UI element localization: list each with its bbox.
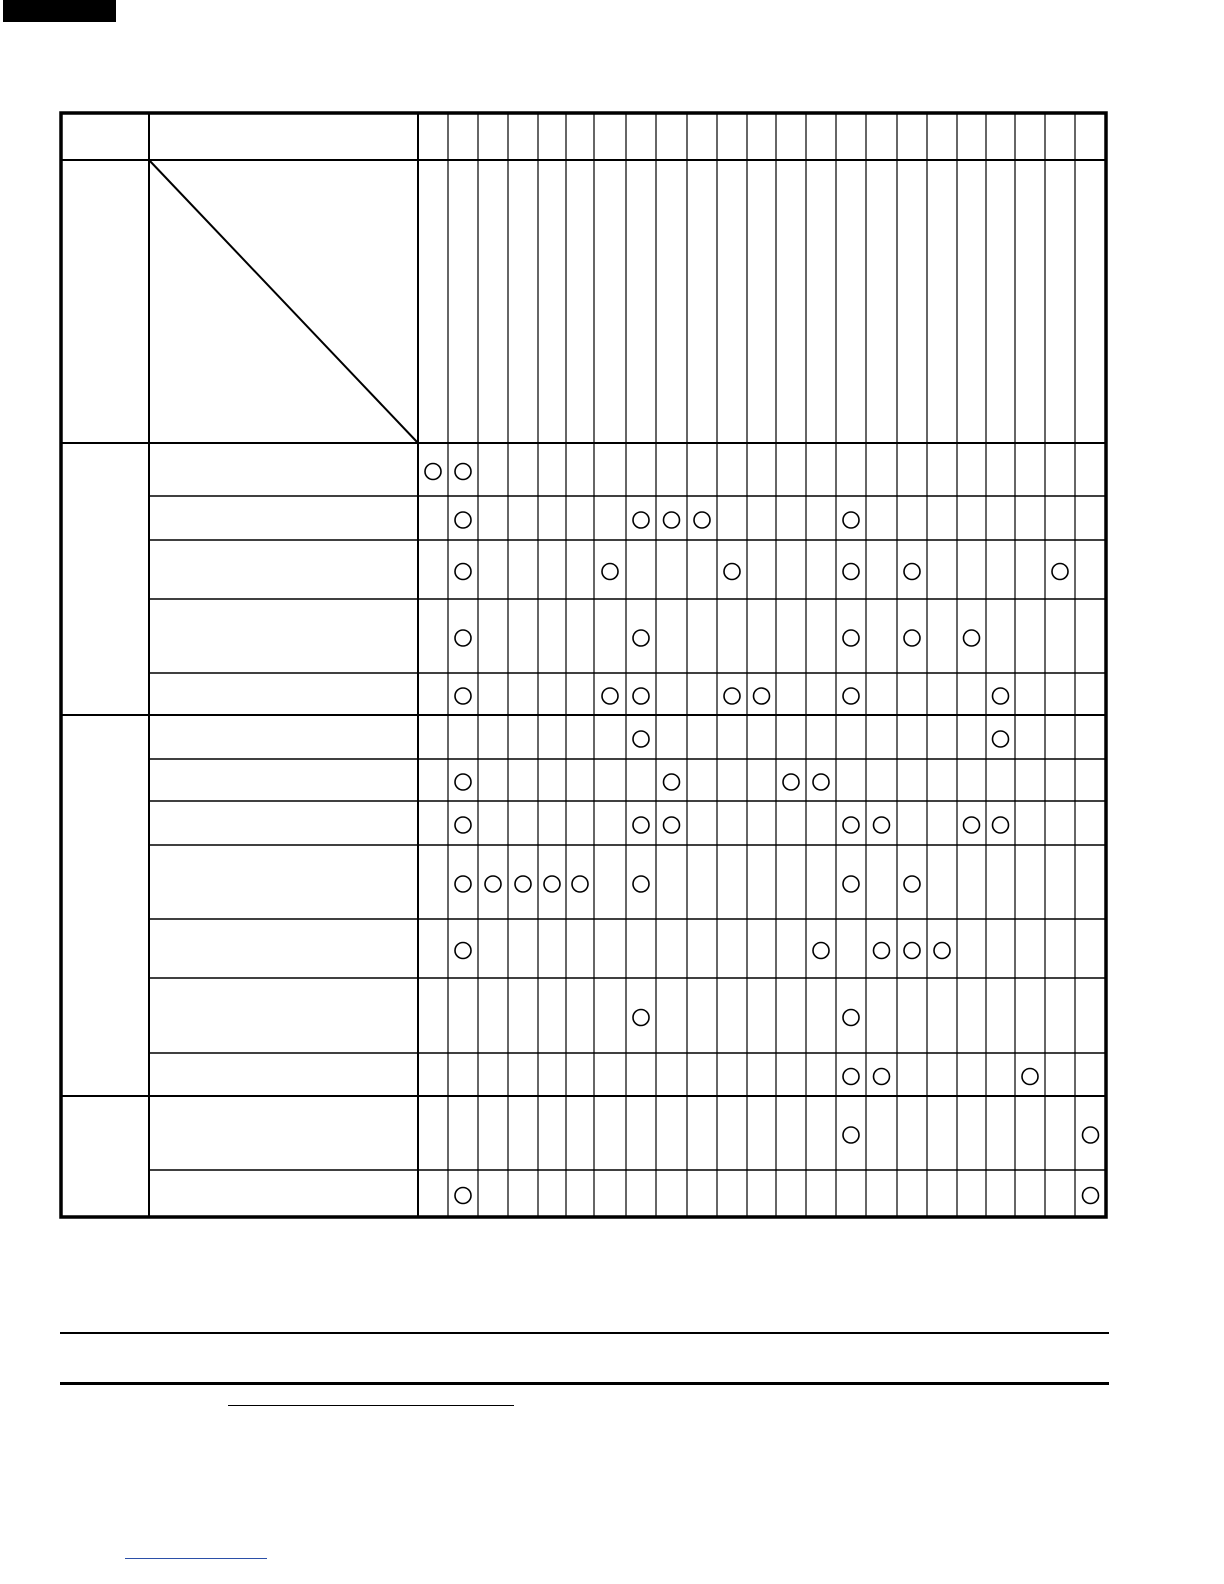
matrix-mark-circle (602, 564, 618, 580)
horizontal-rule-top (60, 1332, 1109, 1334)
matrix-mark-circle (544, 876, 560, 892)
matrix-mark-circle (572, 876, 588, 892)
matrix-mark-circle (455, 564, 471, 580)
matrix-mark-circle (515, 876, 531, 892)
matrix-mark-circle (843, 1010, 859, 1026)
matrix-mark-circle (664, 512, 680, 528)
matrix-mark-circle (843, 1069, 859, 1085)
matrix-mark-circle (874, 1069, 890, 1085)
matrix-mark-circle (874, 817, 890, 833)
matrix-mark-circle (633, 630, 649, 646)
matrix-mark-circle (724, 564, 740, 580)
matrix-mark-circle (664, 774, 680, 790)
matrix-mark-circle (455, 464, 471, 480)
matrix-mark-circle (455, 817, 471, 833)
matrix-mark-circle (904, 564, 920, 580)
underline-link (125, 1558, 267, 1559)
matrix-mark-circle (843, 817, 859, 833)
matrix-mark-circle (843, 876, 859, 892)
matrix-mark-circle (904, 876, 920, 892)
matrix-mark-circle (694, 512, 710, 528)
matrix-mark-circle (633, 731, 649, 747)
matrix-mark-circle (783, 774, 799, 790)
matrix-mark-circle (455, 943, 471, 959)
horizontal-rule-bottom (60, 1382, 1109, 1385)
matrix-mark-circle (934, 943, 950, 959)
matrix-mark-circle (1083, 1188, 1099, 1204)
matrix-mark-circle (485, 876, 501, 892)
matrix-mark-circle (993, 688, 1009, 704)
matrix-grid (61, 113, 1106, 1217)
matrix-mark-circle (602, 688, 618, 704)
header-diagonal-line (149, 160, 418, 443)
matrix-mark-circle (964, 630, 980, 646)
matrix-mark-circle (843, 1127, 859, 1143)
matrix-mark-circle (904, 943, 920, 959)
matrix-mark-circle (1022, 1069, 1038, 1085)
matrix-mark-circle (633, 1010, 649, 1026)
matrix-mark-circle (754, 688, 770, 704)
matrix-mark-circle (843, 512, 859, 528)
matrix-mark-circle (1083, 1127, 1099, 1143)
matrix-mark-circle (633, 688, 649, 704)
matrix-mark-circle (455, 876, 471, 892)
table-outer-border (61, 113, 1106, 1217)
matrix-mark-circle (633, 512, 649, 528)
matrix-mark-circle (664, 817, 680, 833)
matrix-mark-circle (633, 876, 649, 892)
matrix-mark-circle (813, 943, 829, 959)
matrix-mark-circle (455, 774, 471, 790)
matrix-mark-circle (425, 464, 441, 480)
matrix-mark-circle (993, 817, 1009, 833)
matrix-mark-circle (874, 943, 890, 959)
matrix-mark-circle (455, 1188, 471, 1204)
matrix-mark-circle (964, 817, 980, 833)
matrix-marks (425, 464, 1099, 1204)
matrix-mark-circle (633, 817, 649, 833)
matrix-mark-circle (843, 630, 859, 646)
matrix-mark-circle (724, 688, 740, 704)
underline-blank-field (228, 1405, 514, 1406)
matrix-mark-circle (455, 630, 471, 646)
matrix-mark-circle (813, 774, 829, 790)
matrix-mark-circle (843, 688, 859, 704)
matrix-mark-circle (904, 630, 920, 646)
matrix-mark-circle (455, 512, 471, 528)
matrix-mark-circle (455, 688, 471, 704)
matrix-mark-circle (1052, 564, 1068, 580)
matrix-mark-circle (993, 731, 1009, 747)
matrix-mark-circle (843, 564, 859, 580)
